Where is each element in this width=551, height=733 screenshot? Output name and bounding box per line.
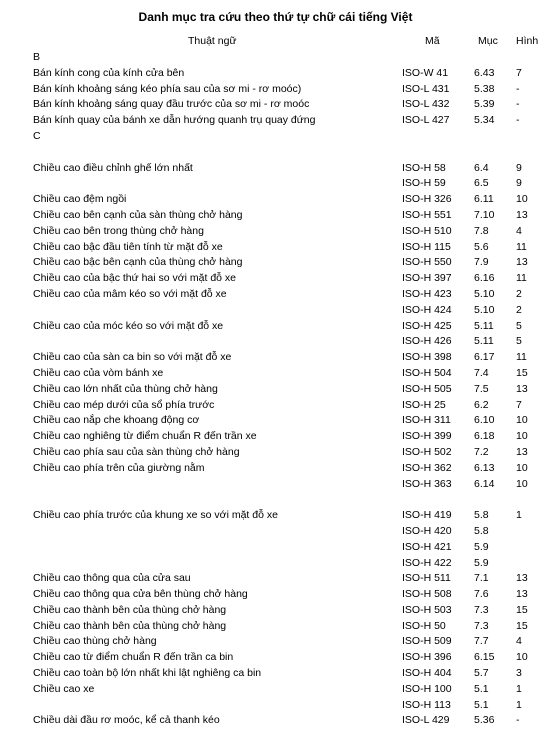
header-section: Mục	[478, 35, 498, 47]
table-row	[0, 698, 551, 714]
figure-cell: 7	[516, 398, 522, 411]
figure-cell: 13	[516, 208, 528, 221]
figure-cell: 15	[516, 366, 528, 379]
section-cell: 5.9	[474, 540, 489, 553]
section-cell: 5.10	[474, 303, 495, 316]
code-cell: ISO-H 511	[402, 572, 451, 585]
table-row	[0, 366, 551, 382]
code-cell: ISO-H 50	[402, 619, 446, 632]
table-row	[0, 240, 551, 256]
code-cell: ISO-L 432	[402, 98, 450, 111]
term-cell: Chiều cao đệm ngồi	[33, 193, 127, 206]
term-cell: Chiều cao thùng chở hàng	[33, 635, 157, 648]
code-cell: ISO-H 25	[402, 398, 446, 411]
term-cell: Chiều cao bậc đầu tiên tính từ mặt đỗ xe	[33, 240, 223, 253]
term-cell: Chiều cao bên trong thùng chở hàng	[33, 224, 204, 237]
table-row	[0, 350, 551, 366]
code-cell: ISO-H 423	[402, 287, 452, 300]
table-row	[0, 334, 551, 350]
section-cell: 7.3	[474, 603, 489, 616]
figure-cell: 10	[516, 430, 528, 443]
code-cell: ISO-H 396	[402, 651, 452, 664]
term-cell: Chiều cao phía sau của sàn thùng chở hàng	[33, 445, 240, 458]
term-cell: Chiều cao thành bên của thùng chở hàng	[33, 603, 227, 616]
table-row	[0, 445, 551, 461]
figure-cell: 13	[516, 588, 528, 601]
section-cell: 5.1	[474, 698, 489, 711]
code-cell: ISO-H 100	[402, 682, 452, 695]
section-cell: 6.43	[474, 66, 495, 79]
header-figure: Hình	[516, 35, 539, 47]
figure-cell: 2	[516, 287, 522, 300]
code-cell: ISO-H 502	[402, 445, 452, 458]
figure-cell: 10	[516, 477, 528, 490]
table-row	[0, 113, 551, 129]
term-cell: Bán kính khoảng sáng quay đầu trước của sơ mi - rơ moóc	[33, 98, 310, 111]
section-cell: 7.8	[474, 224, 489, 237]
table-row	[0, 271, 551, 287]
figure-cell: 3	[516, 667, 522, 680]
section-cell: 6.18	[474, 430, 495, 443]
table-row	[0, 682, 551, 698]
figure-cell: 11	[516, 272, 527, 285]
figure-cell: 9	[516, 161, 522, 174]
code-cell: ISO-H 550	[402, 256, 452, 269]
term-cell: Chiều cao thành bên của thùng chở hàng	[33, 619, 227, 632]
code-cell: ISO-H 362	[402, 461, 452, 474]
table-row	[0, 524, 551, 540]
code-cell: ISO-H 311	[402, 414, 451, 427]
section-letter-row	[0, 50, 551, 66]
code-cell: ISO-H 398	[402, 351, 452, 364]
term-cell: C	[33, 129, 41, 142]
section-cell: 6.15	[474, 651, 495, 664]
figure-cell: 10	[516, 193, 528, 206]
section-cell: 5.39	[474, 98, 495, 111]
table-row	[0, 713, 551, 729]
table-row	[0, 382, 551, 398]
table-row	[0, 540, 551, 556]
code-cell: ISO-H 551	[402, 208, 452, 221]
figure-cell: -	[516, 114, 520, 127]
section-cell: 7.9	[474, 256, 489, 269]
section-cell: 5.34	[474, 114, 495, 127]
section-cell: 7.4	[474, 366, 489, 379]
code-cell: ISO-W 41	[402, 66, 449, 79]
table-row	[0, 398, 551, 414]
figure-cell: 15	[516, 619, 528, 632]
term-cell: Chiều dài đầu rơ moóc, kể cả thanh kéo	[33, 714, 220, 727]
term-cell: Chiều cao toàn bộ lớn nhất khi lật nghiêng ca bin	[33, 667, 262, 680]
spacer-row	[0, 145, 551, 161]
term-cell: Chiều cao lớn nhất của thùng chở hàng	[33, 382, 218, 395]
table-row	[0, 255, 551, 271]
code-cell: ISO-H 326	[402, 193, 452, 206]
section-cell: 5.7	[474, 667, 489, 680]
figure-cell: 13	[516, 382, 528, 395]
figure-cell: 7	[516, 66, 522, 79]
term-cell: Chiều cao điều chỉnh ghế lớn nhất	[33, 161, 193, 174]
term-cell: Chiều cao bậc bên cạnh của thùng chở hàng	[33, 256, 243, 269]
header-term: Thuật ngữ	[188, 35, 237, 47]
code-cell: ISO-H 59	[402, 177, 446, 190]
table-row	[0, 556, 551, 572]
code-cell: ISO-L 429	[402, 714, 450, 727]
table-row	[0, 176, 551, 192]
section-cell: 5.36	[474, 714, 495, 727]
figure-cell: 2	[516, 303, 522, 316]
table-row	[0, 634, 551, 650]
code-cell: ISO-H 113	[402, 698, 451, 711]
section-cell: 7.5	[474, 382, 489, 395]
term-cell: Bán kính cong của kính cửa bên	[33, 66, 185, 79]
section-cell: 5.6	[474, 240, 489, 253]
figure-cell: -	[516, 714, 520, 727]
term-cell: Chiều cao của bậc thứ hai so với mặt đỗ xe	[33, 272, 237, 285]
term-cell: Chiều cao phía trước của khung xe so với mặt đỗ xe	[33, 509, 278, 522]
figure-cell: 10	[516, 461, 528, 474]
code-cell: ISO-H 508	[402, 588, 452, 601]
term-cell: Chiều cao nắp che khoang động cơ	[33, 414, 200, 427]
term-cell: Chiều cao xe	[33, 682, 95, 695]
figure-cell: 1	[516, 698, 522, 711]
section-cell: 5.38	[474, 82, 495, 95]
section-cell: 7.3	[474, 619, 489, 632]
code-cell: ISO-H 399	[402, 430, 452, 443]
figure-cell: 13	[516, 445, 528, 458]
code-cell: ISO-H 504	[402, 366, 452, 379]
table-row	[0, 303, 551, 319]
term-cell: Chiều cao của sàn ca bin so với mặt đỗ xe	[33, 351, 232, 364]
term-cell: B	[33, 51, 41, 63]
term-cell: Chiều cao phía trên của giường nằm	[33, 461, 205, 474]
section-cell: 5.10	[474, 287, 495, 300]
figure-cell: 4	[516, 224, 522, 237]
table-row	[0, 461, 551, 477]
section-cell: 5.11	[474, 335, 494, 348]
table-row	[0, 650, 551, 666]
table-row	[0, 82, 551, 98]
code-cell: ISO-H 422	[402, 556, 452, 569]
table-row	[0, 319, 551, 335]
section-cell: 6.16	[474, 272, 495, 285]
table-row	[0, 97, 551, 113]
spacer-row	[0, 492, 551, 508]
figure-cell: 10	[516, 414, 528, 427]
term-cell: Chiều cao của mâm kéo so với mặt đỗ xe	[33, 287, 227, 300]
figure-cell: 9	[516, 177, 522, 190]
table-row	[0, 587, 551, 603]
code-cell: ISO-H 363	[402, 477, 452, 490]
table-row	[0, 413, 551, 429]
code-cell: ISO-H 397	[402, 272, 452, 285]
section-cell: 7.10	[474, 208, 495, 221]
section-cell: 6.13	[474, 461, 495, 474]
code-cell: ISO-H 58	[402, 161, 446, 174]
figure-cell: -	[516, 82, 520, 95]
term-cell: Chiều cao thông qua của cửa sau	[33, 572, 191, 585]
term-cell: Chiều cao từ điểm chuẩn R đến trần ca bin	[33, 651, 234, 664]
section-cell: 7.7	[474, 635, 489, 648]
section-cell: 6.5	[474, 177, 489, 190]
index-table	[0, 50, 551, 729]
table-row	[0, 192, 551, 208]
term-cell: Chiều cao của vòm bánh xe	[33, 366, 164, 379]
code-cell: ISO-H 419	[402, 509, 452, 522]
table-row	[0, 666, 551, 682]
section-cell: 5.11	[474, 319, 494, 332]
table-row	[0, 224, 551, 240]
figure-cell: -	[516, 98, 520, 111]
code-cell: ISO-H 404	[402, 667, 452, 680]
section-cell: 7.1	[474, 572, 489, 585]
term-cell: Chiều cao mép dưới của sổ phía trước	[33, 398, 215, 411]
page-title: Danh mục tra cứu theo thứ tự chữ cái tiếng Việt	[138, 10, 413, 24]
figure-cell: 5	[516, 335, 522, 348]
figure-cell: 13	[516, 572, 528, 585]
section-cell: 5.8	[474, 524, 489, 537]
term-cell: Chiều cao thông qua cửa bên thùng chở hàng	[33, 588, 248, 601]
figure-cell: 15	[516, 603, 528, 616]
table-row	[0, 571, 551, 587]
figure-cell: 13	[516, 256, 528, 269]
section-cell: 6.17	[474, 351, 495, 364]
code-cell: ISO-L 431	[402, 82, 450, 95]
code-cell: ISO-H 420	[402, 524, 452, 537]
code-cell: ISO-H 505	[402, 382, 452, 395]
code-cell: ISO-L 427	[402, 114, 450, 127]
term-cell: Chiều cao bên cạnh của sàn thùng chở hàng	[33, 208, 243, 221]
section-cell: 6.4	[474, 161, 489, 174]
figure-cell: 11	[516, 351, 527, 364]
term-cell: Bán kính quay của bánh xe dẫn hướng quanh trụ quay đứng	[33, 114, 316, 127]
code-cell: ISO-H 421	[402, 540, 452, 553]
term-cell: Chiều cao nghiêng từ điểm chuẩn R đến trần xe	[33, 430, 257, 443]
code-cell: ISO-H 510	[402, 224, 452, 237]
code-cell: ISO-H 426	[402, 335, 452, 348]
table-row	[0, 619, 551, 635]
table-row	[0, 508, 551, 524]
table-row	[0, 603, 551, 619]
figure-cell: 11	[516, 240, 527, 253]
figure-cell: 5	[516, 319, 522, 332]
header-code: Mã	[425, 35, 440, 47]
section-cell: 6.10	[474, 414, 495, 427]
section-cell: 5.9	[474, 556, 489, 569]
code-cell: ISO-H 509	[402, 635, 452, 648]
figure-cell: 1	[516, 509, 522, 522]
section-letter-row	[0, 129, 551, 145]
table-row	[0, 208, 551, 224]
code-cell: ISO-H 503	[402, 603, 452, 616]
table-row	[0, 161, 551, 177]
figure-cell: 1	[516, 682, 522, 695]
term-cell: Chiều cao của móc kéo so với mặt đỗ xe	[33, 319, 224, 332]
section-cell: 6.14	[474, 477, 495, 490]
code-cell: ISO-H 424	[402, 303, 452, 316]
section-cell: 6.11	[474, 193, 494, 206]
section-cell: 6.2	[474, 398, 489, 411]
table-row	[0, 477, 551, 493]
table-row	[0, 66, 551, 82]
figure-cell: 4	[516, 635, 522, 648]
section-cell: 5.8	[474, 509, 489, 522]
table-row	[0, 429, 551, 445]
code-cell: ISO-H 425	[402, 319, 452, 332]
term-cell: Bán kính khoảng sáng kéo phía sau của sơ mi - rơ moóc)	[33, 82, 302, 95]
section-cell: 5.1	[474, 682, 489, 695]
table-row	[0, 287, 551, 303]
section-cell: 7.2	[474, 445, 489, 458]
section-cell: 7.6	[474, 588, 489, 601]
figure-cell: 10	[516, 651, 528, 664]
code-cell: ISO-H 115	[402, 240, 451, 253]
